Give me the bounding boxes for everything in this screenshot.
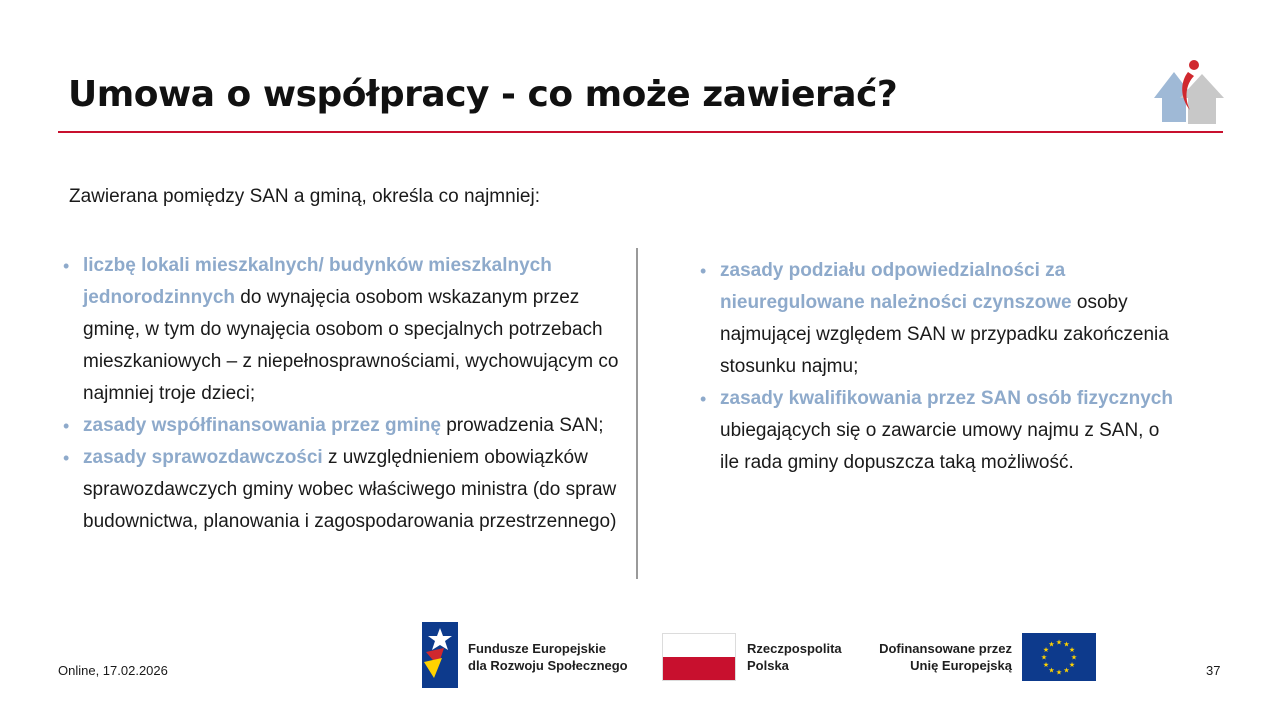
item-highlight: liczbę lokali mieszkalnych/ budynków mieszkalnych jednorodzinnych: [83, 255, 552, 308]
item-text: z uwzględnieniem obowiązków sprawozdawczych gminy wobec właściwego ministra (do spraw budownictwa, planowania i zagospodarowania przestrzennego): [83, 447, 617, 532]
eu-line-1: Dofinansowane przez: [879, 641, 1012, 656]
eu-star-icon: ★: [1063, 666, 1070, 675]
eu-star-icon: ★: [1068, 661, 1076, 669]
list-item: [697, 255, 1177, 383]
item-text: do wynajęcia osobom wskazanym przez gminę, w tym do wynajęcia osobom o specjalnych potrzebach mieszkaniowych – z niepełnosprawnościami, wychowującym co najmniej troje dzieci;: [83, 287, 619, 404]
item-text: ubiegających się o zawarcie umowy najmu z SAN, o ile rada gminy dopuszcza taką możliwość.: [720, 420, 1160, 473]
item-text: prowadzenia SAN;: [440, 415, 604, 436]
eu-logo-text: [860, 640, 1012, 674]
eu-star-icon: ★: [1068, 646, 1076, 654]
item-highlight: zasady kwalifikowania przez SAN osób fizycznych: [720, 388, 1173, 409]
page-number: 37: [1206, 663, 1221, 678]
fe-line-2: dla Rozwoju Społecznego: [468, 658, 628, 673]
bullet-icon: •: [63, 448, 70, 468]
list-item: [60, 410, 620, 442]
eu-star-icon: ★: [1048, 666, 1055, 675]
bullet-icon: •: [63, 416, 70, 436]
item-text: osoby najmującej względem SAN w przypadku zakończenia stosunku najmu;: [720, 292, 1169, 377]
eu-star-icon: ★: [1040, 653, 1048, 662]
house-logo-icon: [1150, 58, 1226, 128]
list-item: [697, 383, 1177, 479]
eu-star-icon: ★: [1070, 653, 1078, 662]
column-divider: [636, 248, 638, 579]
eu-star-icon: ★: [1042, 661, 1050, 669]
list-item: [60, 442, 620, 538]
title-underline: [58, 131, 1223, 133]
eu-star-icon: ★: [1042, 646, 1050, 654]
eu-star-icon: ★: [1055, 638, 1063, 647]
fe-logo-icon: [422, 622, 458, 688]
bullet-icon: •: [700, 261, 707, 281]
list-item: [60, 250, 620, 410]
bullet-icon: •: [700, 389, 707, 409]
right-bullet-list: [697, 255, 1177, 479]
item-highlight: zasady podziału odpowiedzialności za nieuregulowane należności czynszowe: [720, 260, 1072, 313]
fe-line-1: Fundusze Europejskie: [468, 641, 606, 656]
bullet-icon: •: [63, 256, 70, 276]
item-highlight: zasady współfinansowania przez gminę: [83, 415, 441, 436]
rp-line-1: Rzeczpospolita: [747, 641, 842, 656]
left-bullet-list: [60, 250, 620, 538]
eu-flag-icon: [1022, 633, 1096, 681]
eu-line-2: Unię Europejską: [910, 658, 1012, 673]
intro-text: Zawierana pomiędzy SAN a gminą, określa co najmniej:: [69, 186, 540, 207]
footer-date: Online, 17.02.2026: [58, 663, 168, 678]
rp-logo-text: [747, 640, 842, 674]
polish-flag-icon: [662, 633, 736, 681]
fe-logo-text: [468, 640, 628, 674]
flag-red-stripe: [663, 657, 735, 680]
eu-star-icon: ★: [1063, 640, 1070, 649]
rp-line-2: Polska: [747, 658, 789, 673]
item-highlight: zasady sprawozdawczości: [83, 447, 323, 468]
flag-white-stripe: [663, 634, 735, 657]
eu-star-icon: ★: [1055, 668, 1063, 677]
slide-title: Umowa o współpracy - co może zawierać?: [68, 74, 898, 115]
eu-star-icon: ★: [1048, 640, 1055, 649]
